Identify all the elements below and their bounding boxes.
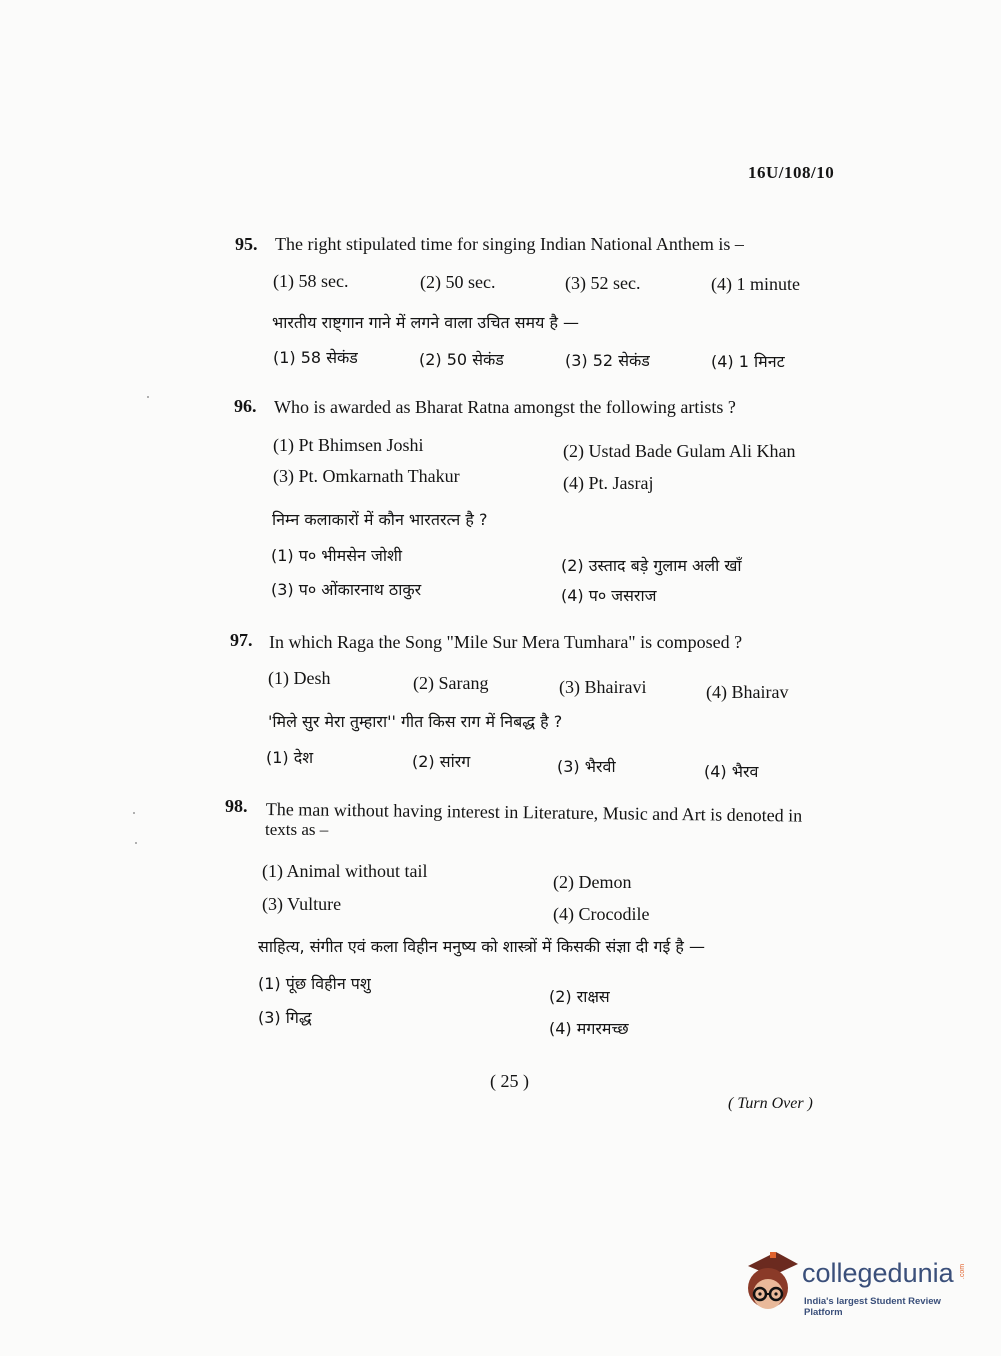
option-hi-1: (1) 58 सेकंड	[273, 348, 358, 367]
scan-speck	[133, 812, 135, 814]
option-en-1: (1) 58 sec.	[273, 271, 349, 291]
question-number: 98.	[225, 796, 248, 816]
option-en-3: (3) Vulture	[262, 894, 342, 914]
option-hi-3: (3) प० ओंकारनाथ ठाकुर	[271, 580, 422, 599]
question-text-hi: 'मिले सुर मेरा तुम्हारा'' गीत किस राग में निबद्ध है ?	[268, 712, 563, 731]
question-text-en: Who is awarded as Bharat Ratna amongst the following artists ?	[274, 397, 736, 417]
option-en-2: (2) Demon	[553, 872, 632, 892]
question-number: 95.	[235, 234, 258, 254]
option-hi-2: (2) राक्षस	[549, 987, 610, 1006]
option-en-2: (2) 50 sec.	[420, 272, 496, 292]
option-hi-4: (4) प० जसराज	[561, 586, 657, 605]
collegedunia-watermark	[742, 1248, 972, 1324]
paper-code: 16U/108/10	[748, 163, 835, 182]
option-hi-2: (2) 50 सेकंड	[419, 350, 504, 369]
option-en-2: (2) Sarang	[413, 673, 489, 693]
brand-suffix: .com	[959, 1263, 967, 1280]
option-hi-2: (2) सांरग	[412, 752, 471, 771]
option-hi-4: (4) मगरमच्छ	[549, 1019, 629, 1038]
option-en-4: (4) Bhairav	[706, 682, 789, 702]
question-text-hi: भारतीय राष्ट्गान गाने में लगने वाला उचित समय है —	[272, 313, 580, 332]
option-en-3: (3) 52 sec.	[565, 273, 641, 293]
option-en-1: (1) Animal without tail	[262, 861, 428, 881]
option-hi-1: (1) प० भीमसेन जोशी	[271, 546, 403, 565]
option-hi-3: (3) भैरवी	[557, 757, 616, 776]
option-hi-3: (3) 52 सेकंड	[565, 351, 650, 370]
option-en-3: (3) Bhairavi	[559, 677, 647, 697]
option-en-4: (4) Pt. Jasraj	[563, 473, 654, 493]
option-hi-4: (4) भैरव	[704, 762, 759, 781]
question-text-hi: निम्न कलाकारों में कौन भारतरत्न है ?	[272, 510, 488, 529]
scan-speck	[135, 842, 137, 844]
option-en-1: (1) Pt Bhimsen Joshi	[273, 435, 424, 455]
question-text-en: In which Raga the Song "Mile Sur Mera Tumhara" is composed ?	[269, 632, 743, 652]
turn-over-note: ( Turn Over )	[728, 1095, 813, 1112]
option-hi-3: (3) गिद्ध	[258, 1008, 312, 1027]
option-en-4: (4) 1 minute	[711, 274, 800, 294]
brand-tagline: India's largest Student Review Platform	[804, 1296, 941, 1318]
page-number: ( 25 )	[490, 1071, 529, 1091]
option-en-4: (4) Crocodile	[553, 904, 650, 924]
question-text-en-continued: texts as –	[265, 820, 329, 839]
scan-speck	[147, 396, 149, 398]
option-en-1: (1) Desh	[268, 668, 331, 688]
brand-name: collegedunia	[802, 1258, 954, 1288]
question-text-en: The right stipulated time for singing Indian National Anthem is –	[275, 234, 744, 254]
option-en-3: (3) Pt. Omkarnath Thakur	[273, 466, 460, 486]
question-text-hi: साहित्य, संगीत एवं कला विहीन मनुष्य को शास्त्रों में किसकी संज्ञा दी गई है —	[258, 937, 706, 956]
option-hi-2: (2) उस्ताद बड़े गुलाम अली खाँ	[561, 556, 742, 575]
option-hi-1: (1) देश	[266, 748, 314, 767]
option-hi-4: (4) 1 मिनट	[711, 352, 785, 371]
question-number: 97.	[230, 630, 253, 650]
question-text-en: The man without having interest in Literature, Music and Art is denoted in	[265, 799, 803, 826]
option-en-2: (2) Ustad Bade Gulam Ali Khan	[563, 441, 796, 461]
option-hi-1: (1) पूंछ विहीन पशु	[258, 974, 371, 993]
mascot-icon	[742, 1248, 800, 1314]
question-number: 96.	[234, 396, 257, 416]
